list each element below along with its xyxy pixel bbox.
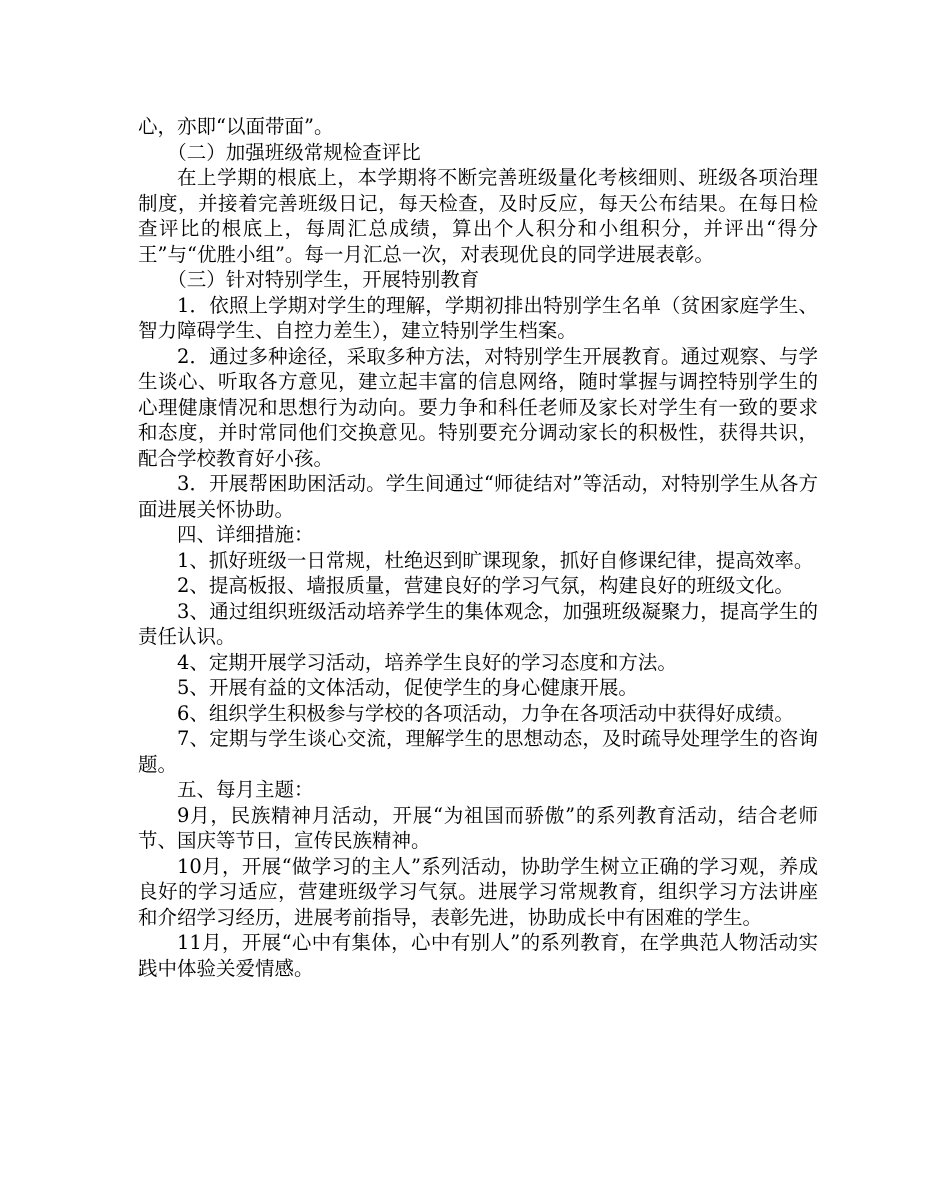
list-item-special-3: 3．开展帮困助困活动。学生间通过“师徒结对”等活动，对特别学生从各方面进展关怀协助。 [138,472,818,521]
document-body [138,114,818,981]
section-heading-3: （三）针对特别学生，开展特别教育 [167,268,480,291]
monthly-theme-november: 11月，开展“心中有集体，心中有别人”的系列教育，在学典范人物活动实践中体验关爱情感。 [138,931,818,980]
list-item-special-2: 2．通过多种途径，采取多种方法，对特别学生开展教育。通过观察、与学生谈心、听取各方意见，建立起丰富的信息网络，随时掌握与调控特别学生的心理健康情况和思想行为动向。要力争和科任老师及家长对学生有一致的要求和态度，并时常同他们交换意见。特别要充分调动家长的积极性，获得共识，配合学校教育好小孩。 [138,344,818,470]
measure-item-1: 1、抓好班级一日常规，杜绝迟到旷课现象，抓好自修课纪律，提高效率。 [177,548,814,572]
paragraph-continuation: 心，亦即“以面带面”。 [138,115,334,138]
monthly-theme-october: 10月，开展“做学习的主人”系列活动，协助学生树立正确的学习观，养成良好的学习适应，营建班级学习气氛。进展学习常规教育，组织学习方法讲座和介绍学习经历，进展考前指导，表彰先进，协助成长中有困难的学生。 [138,854,818,929]
measure-item-6: 6、组织学生积极参与学校的各项活动，力争在各项活动中获得好成绩。 [177,701,794,725]
measure-item-3: 3、通过组织班级活动培养学生的集体观念，加强班级凝聚力，提高学生的责任认识。 [138,599,818,648]
monthly-theme-september: 9月，民族精神月活动，开展“为祖国而骄傲”的系列教育活动，结合老师节、国庆等节日，宣传民族精神。 [138,803,818,852]
paragraph-class-inspection: 在上学期的根底上，本学期将不断完善班级量化考核细则、班级各项治理制度，并接着完善班级日记，每天检查，及时反应，每天公布结果。在每日检查评比的根底上，每周汇总成绩，算出个人积分和小组积分，并评出“得分王”与“优胜小组”。每一月汇总一次，对表现优良的同学进展表彰。 [138,166,818,266]
measure-item-4: 4、定期开展学习活动，培养学生良好的学习态度和方法。 [177,650,677,674]
section-heading-monthly-themes: 五、每月主题： [177,778,314,801]
measure-item-7: 7、定期与学生谈心交流，理解学生的思想动态，及时疏导处理学生的咨询题。 [138,727,818,776]
section-heading-2: （二）加强班级常规检查评比 [167,140,421,164]
measure-item-5: 5、开展有益的文体活动，促使学生的身心健康开展。 [177,676,638,699]
list-item-special-1: 1．依照上学期对学生的理解，学期初排出特别学生名单（贫困家庭学生、智力障碍学生、自控力差生），建立特别学生档案。 [138,293,818,342]
section-heading-measures: 四、详细措施： [177,523,314,546]
measure-item-2: 2、提高板报、墙报质量，营建良好的学习气氛，构建良好的班级文化。 [177,574,794,597]
